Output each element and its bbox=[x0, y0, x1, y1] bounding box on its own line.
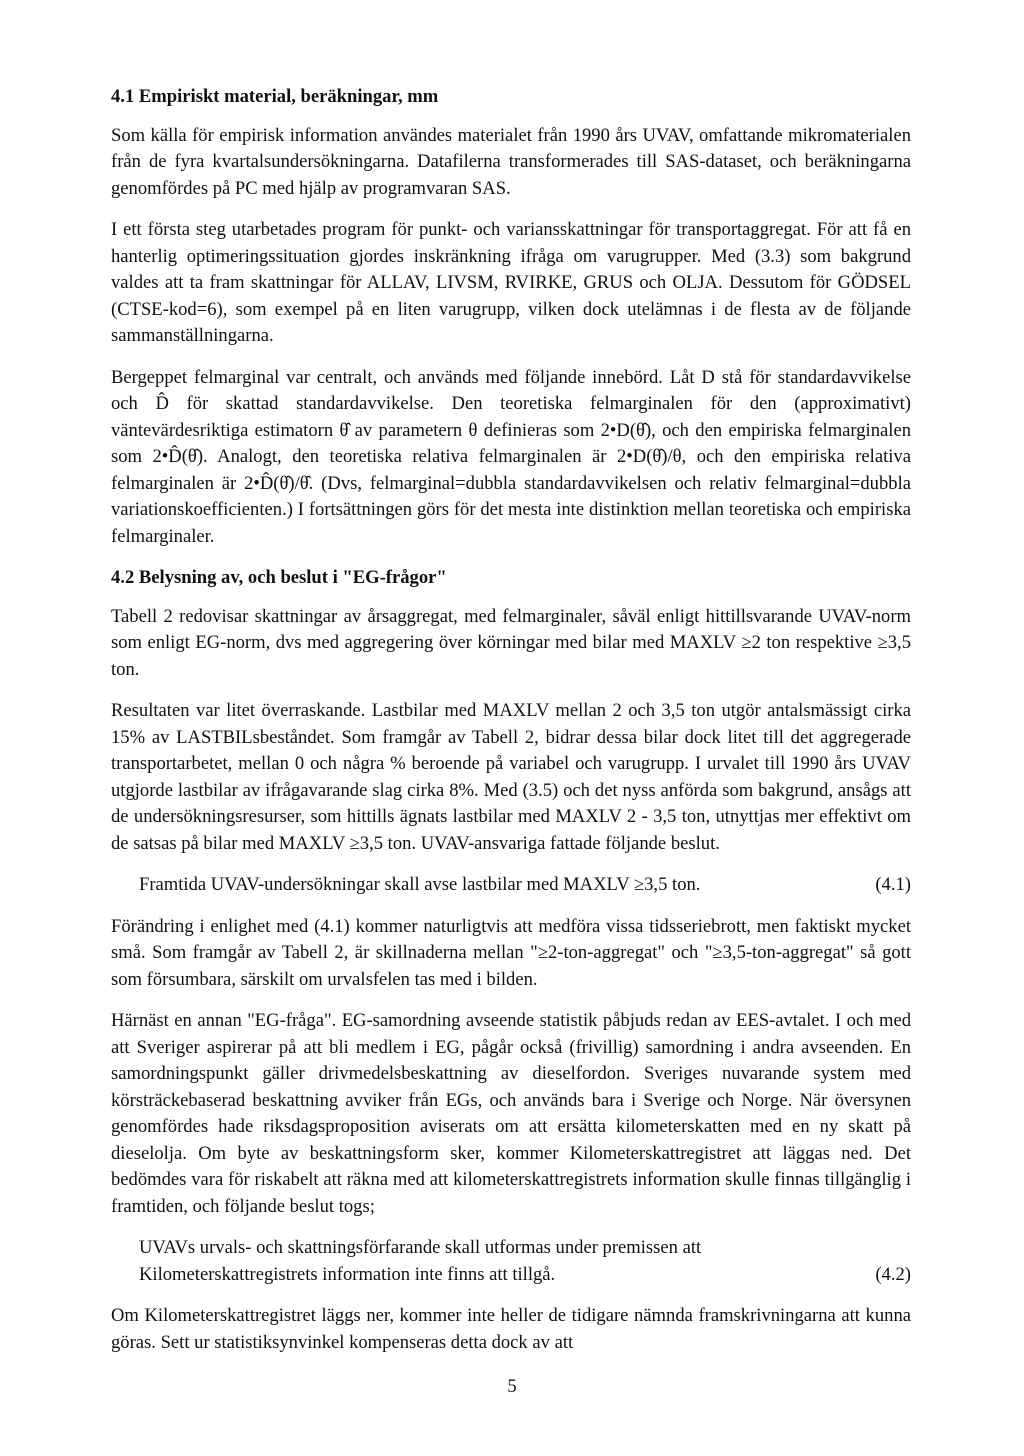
paragraph: Resultaten var litet överraskande. Lastbilar med MAXLV mellan 2 och 3,5 ton utgör antalsmässigt cirka 15% av LASTBILsbeståndet. Som framgår av Tabell 2, bidrar dessa bilar dock litet till det aggregerade transportarbetet, mellan 0 och några % beroende på variabel och varugrupp. I urvalet till 1990 års UVAV utgjorde lastbilar av ifrågavarande slag cirka 8%. Med (3.5) och det nyss anförda som bakgrund, ansågs att de undersökningsresurser, som hittills ägnats lastbilar med MAXLV 2 - 3,5 ton, utnyttjas mer effektivt om de satsas på bilar med MAXLV ≥3,5 ton. UVAV-ansvariga fattade följande beslut. bbox=[111, 700, 911, 854]
equation-text-line1: UVAVs urvals- och skattningsförfarande skall utformas under premissen att bbox=[139, 1237, 702, 1258]
paragraph: Tabell 2 redovisar skattningar av årsaggregat, med felmarginaler, såväl enligt hittillsvarande UVAV-norm som enligt EG-norm, dvs med aggregering över körningar med bilar med MAXLV ≥2 ton respektive ≥3,5 ton. bbox=[111, 605, 911, 680]
section-heading-4-2: 4.2 Belysning av, och beslut i "EG-frågor" bbox=[111, 567, 447, 588]
equation-text: Framtida UVAV-undersökningar skall avse lastbilar med MAXLV ≥3,5 ton. bbox=[139, 874, 701, 895]
paragraph: Bergeppet felmarginal var centralt, och används med följande innebörd. Låt D stå för standardavvikelse och D̂ för skattad standardavvikelse. Den teoretiska felmarginalen för den (approximativt) väntevärdesriktiga estimatorn θ̂ av parametern θ definieras som 2•D(θ̂), och den empiriska felmarginalen som 2•D̂(θ̂). Analogt, den teoretiska relativa felmarginalen är 2•D(θ̂)/θ, och den empiriska relativa felmarginalen är 2•D̂(θ̂)/θ̂. (Dvs, felmarginal=dubbla standardavvikelsen och relativ felmarginal=dubbla variationskoefficienten.) I fortsättningen görs för det mesta inte distinktion mellan teoretiska och empiriska felmarginaler. bbox=[111, 366, 911, 547]
equation-number: (4.1) bbox=[875, 874, 911, 895]
paragraph: Förändring i enlighet med (4.1) kommer naturligtvis att medföra vissa tidsseriebrott, men faktiskt mycket små. Som framgår av Tabell 2, är skillnaderna mellan "≥2-ton-aggregat" och "≥3,5-ton-aggregat" så gott som försumbara, särskilt om urvalsfelen tas med i bilden. bbox=[111, 915, 911, 990]
paragraph: Som källa för empirisk information användes materialet från 1990 års UVAV, omfattande mikromaterialen från de fyra kvartalsundersökningarna. Datafilerna transformerades till SAS-dataset, och beräkningarna genomfördes på PC med hjälp av programvaran SAS. bbox=[111, 124, 911, 199]
page-content bbox=[111, 84, 911, 1371]
equation-number: (4.2) bbox=[875, 1263, 911, 1285]
paragraph: Om Kilometerskattregistret läggs ner, kommer inte heller de tidigare nämnda framskrivningarna att kunna göras. Sett ur statistiksynvinkel kompenseras detta dock av att bbox=[111, 1305, 911, 1353]
equation-4-2 bbox=[111, 1235, 911, 1288]
equation-4-1 bbox=[111, 872, 911, 899]
section-heading-4-1: 4.1 Empiriskt material, beräkningar, mm bbox=[111, 86, 439, 107]
equation-text-line2: Kilometerskattregistrets information inte finns att tillgå. bbox=[139, 1263, 556, 1285]
page-number: 5 bbox=[507, 1376, 517, 1397]
paragraph: Härnäst en annan "EG-fråga". EG-samordning avseende statistik påbjuds redan av EES-avtalet. I och med att Sveriger aspirerar på att bli medlem i EG, pågår också (frivillig) samordning i andra avseenden. En samordningspunkt gäller drivmedelsbeskattning av dieselfordon. Sveriges nuvarande system med körsträckebaserad beskattning avviker från EGs, och används bara i Sverige och Norge. När översynen genomfördes hade riksdagsproposition aviserats om att ersätta kilometerskatten med en ny skatt på dieselolja. Om byte av beskattningsform sker, kommer Kilometerskattregistret att läggas ned. Det bedömdes vara för riskabelt att räkna med att kilometerskattregistrets information skulle finnas tillgänglig i framtiden, och följande beslut togs; bbox=[111, 1010, 911, 1217]
paragraph: I ett första steg utarbetades program för punkt- och variansskattningar för transportaggregat. För att få en hanterlig optimeringssituation gjordes inskränkning ifråga om varugrupper. Med (3.3) som bakgrund valdes att ta fram skattningar för ALLAV, LIVSM, RVIRKE, GRUS och OLJA. Dessutom för GÖDSEL (CTSE-kod=6), som exempel på en liten varugrupp, vilken dock utelämnas i de flesta av de följande sammanställningarna. bbox=[111, 219, 911, 346]
